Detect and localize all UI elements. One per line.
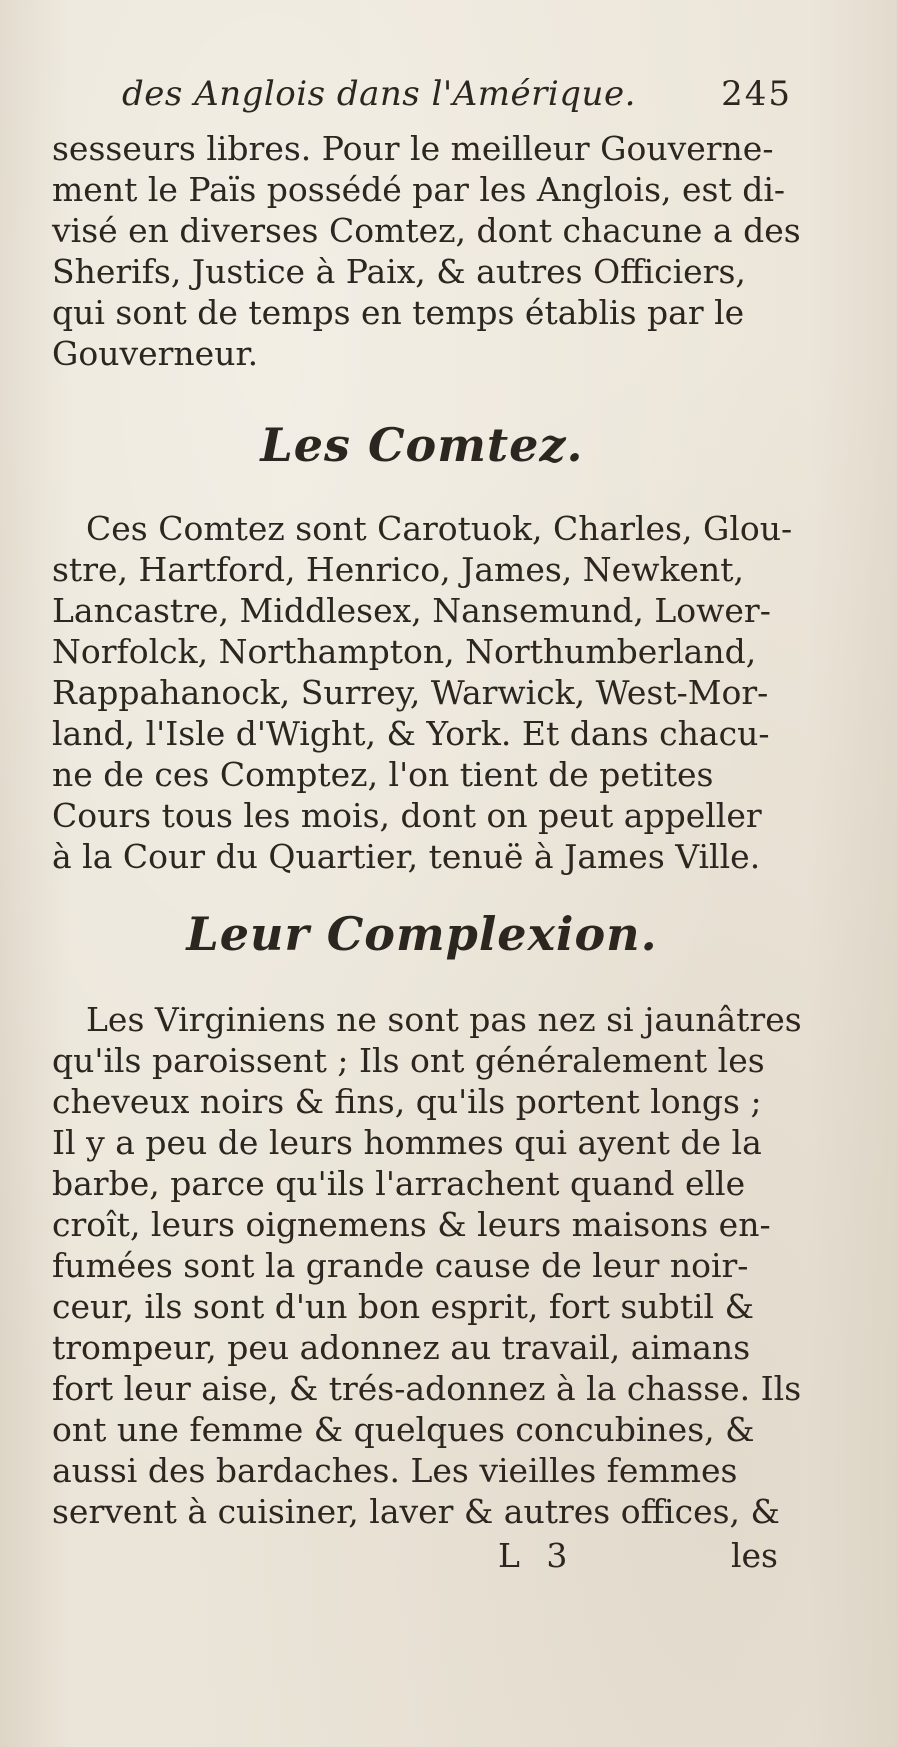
text-line: Gouverneur. (52, 334, 259, 373)
text-line: servent à cuisiner, laver & autres offices, & (52, 1492, 780, 1531)
page-number: 245 (721, 74, 792, 114)
text-line: stre, Hartford, Henrico, James, Newkent, (52, 550, 744, 589)
signature-mark: L 3 (498, 1536, 576, 1575)
text-line: fumées sont la grande cause de leur noir- (52, 1246, 749, 1285)
catchword: les (730, 1536, 778, 1575)
text-line: trompeur, peu adonnez au travail, aimans (52, 1328, 751, 1367)
text-line: Cours tous les mois, dont on peut appeller (52, 796, 762, 835)
paragraph-gouvernement (52, 128, 801, 374)
text-line: ont une femme & quelques concubines, & (52, 1410, 755, 1449)
text-line: qui sont de temps en temps établis par le (52, 293, 745, 332)
text-line: Les Virginiens ne sont pas nez si jaunâtres (86, 1000, 802, 1039)
paragraph-complexion (52, 999, 802, 1532)
text-line: Il y a peu de leurs hommes qui ayent de la (52, 1123, 762, 1162)
text-line: visé en diverses Comtez, dont chacune a des (52, 211, 801, 250)
running-title: des Anglois dans l'Amérique. (122, 74, 636, 114)
text-line: croît, leurs oignemens & leurs maisons en- (52, 1205, 771, 1244)
text-line: cheveux noirs & fins, qu'ils portent longs ; (52, 1082, 762, 1121)
text-line: Sherifs, Justice à Paix, & autres Officiers, (52, 252, 746, 291)
text-line: aussi des bardaches. Les vieilles femmes (52, 1451, 738, 1490)
text-line: Norfolck, Northampton, Northumberland, (52, 632, 757, 671)
text-line: fort leur aise, & trés-adonnez à la chasse. Ils (52, 1369, 802, 1408)
text-line: Lancastre, Middlesex, Nansemund, Lower- (52, 591, 771, 630)
text-block (52, 68, 802, 1582)
section-heading-comtez: Les Comtez. (260, 418, 584, 472)
text-line: ment le Païs possédé par les Anglois, est di- (52, 170, 786, 209)
text-line: barbe, parce qu'ils l'arrachent quand elle (52, 1164, 746, 1203)
text-line: ne de ces Comptez, l'on tient de petites (52, 755, 714, 794)
paragraph-comtez (52, 508, 792, 877)
text-line: à la Cour du Quartier, tenuë à James Ville. (52, 837, 761, 876)
text-line: Rappahanock, Surrey, Warwick, West-Mor- (52, 673, 769, 712)
section-heading-complexion: Leur Complexion. (186, 907, 658, 961)
running-head (52, 68, 792, 128)
text-line: land, l'Isle d'Wight, & York. Et dans chacu- (52, 714, 770, 753)
text-line: qu'ils paroissent ; Ils ont généralement les (52, 1041, 765, 1080)
text-line: ceur, ils sont d'un bon esprit, fort subtil & (52, 1287, 754, 1326)
page-footer (52, 1532, 792, 1582)
text-line: sesseurs libres. Pour le meilleur Gouverne- (52, 129, 774, 168)
text-line: Ces Comtez sont Carotuok, Charles, Glou- (86, 509, 793, 548)
